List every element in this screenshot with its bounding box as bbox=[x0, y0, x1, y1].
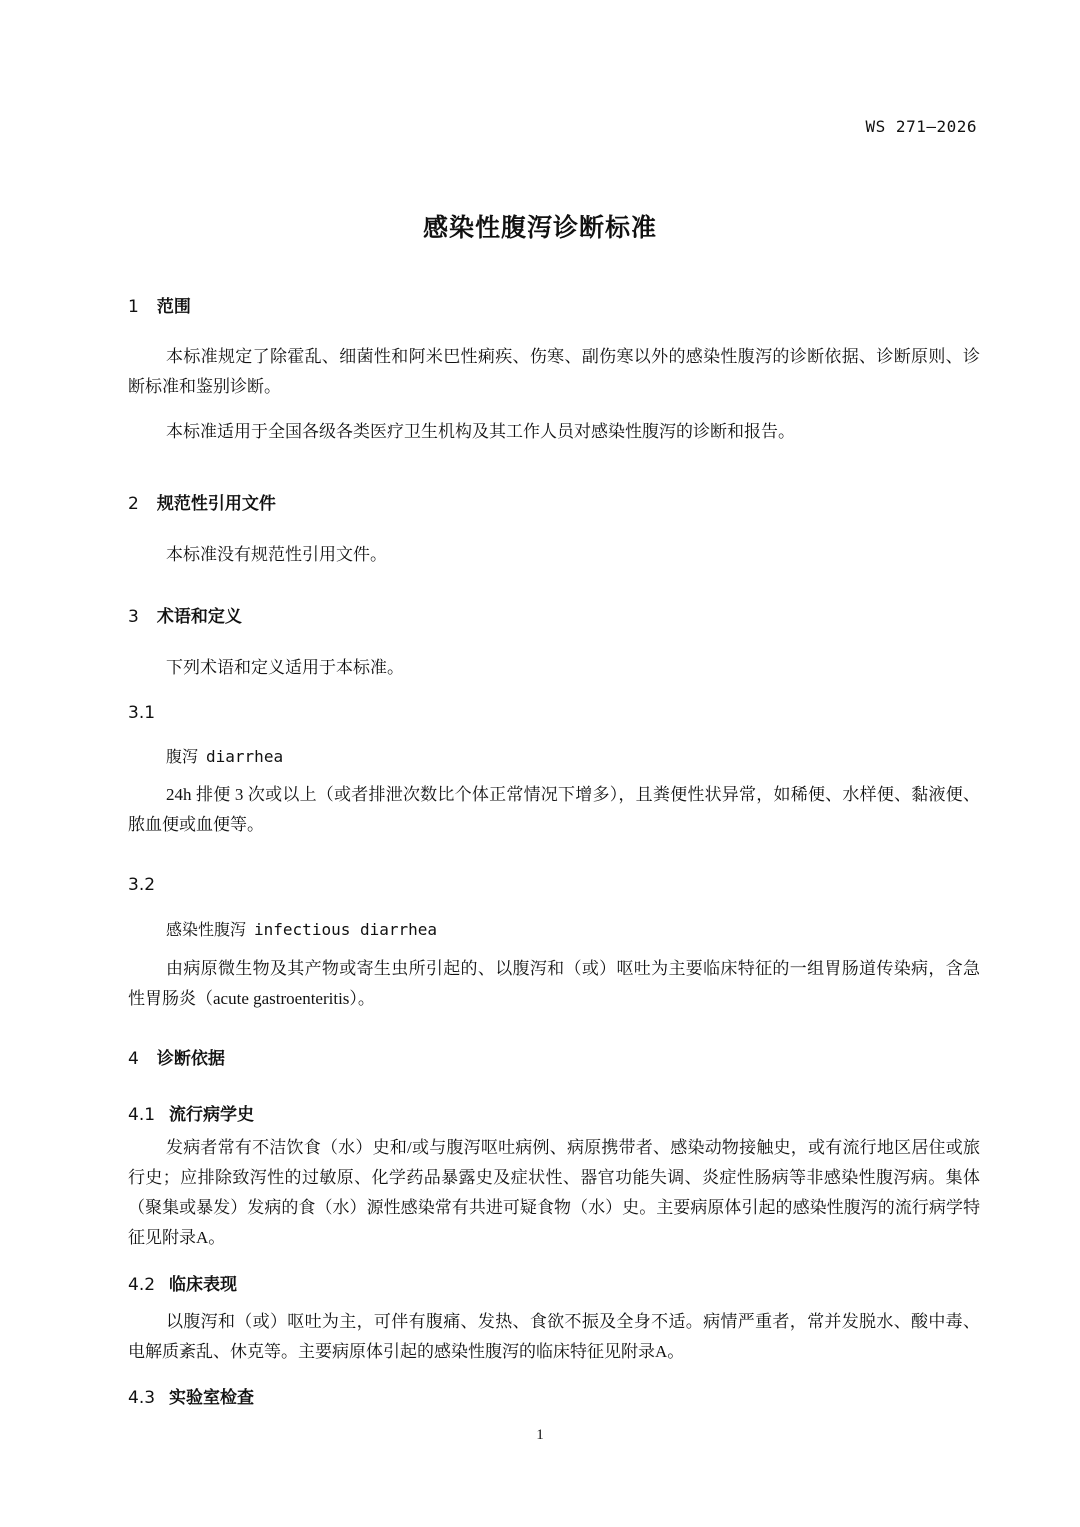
standard-number: WS 271—2026 bbox=[865, 117, 977, 136]
section-heading-terms-definitions bbox=[128, 602, 242, 627]
section-number: 4 bbox=[128, 1049, 139, 1069]
subsection-title: 临床表现 bbox=[169, 1275, 238, 1295]
section-title: 术语和定义 bbox=[156, 607, 242, 627]
subsection-number: 4.1 bbox=[128, 1105, 156, 1125]
subsection-heading-epidemiology bbox=[128, 1100, 254, 1125]
epidemiology-paragraph: 发病者常有不洁饮食（水）史和/或与腹泻呕吐病例、病原携带者、感染动物接触史，或有流行地区居住或旅行史；应排除致泻性的过敏原、化学药品暴露史及症状性、器官功能失调、炎症性肠病等非感染性腹泻病。集体（聚集或暴发）发病的食（水）源性感染常有共进可疑食物（水）史。主要病原体引起的感染性腹泻的流行病学特征见附录A。 bbox=[128, 1138, 980, 1247]
subsection-heading-laboratory-tests bbox=[128, 1383, 254, 1408]
normative-references-paragraph: 本标准没有规范性引用文件。 bbox=[166, 545, 387, 564]
term-diarrhea-definition: 24h 排便 3 次或以上（或者排泄次数比个体正常情况下增多），且粪便性状异常，如稀便、水样便、黏液便、脓血便或血便等。 bbox=[128, 785, 980, 834]
page-number: 1 bbox=[536, 1427, 544, 1443]
term-en: diarrhea bbox=[206, 747, 284, 766]
section-number: 2 bbox=[128, 494, 139, 514]
document-title: 感染性腹泻诊断标准 bbox=[422, 213, 657, 242]
section-heading-normative-references bbox=[128, 489, 276, 514]
term-infectious-diarrhea bbox=[166, 917, 437, 940]
term-number-3-2: 3.2 bbox=[128, 875, 156, 895]
subsection-number: 4.2 bbox=[128, 1275, 156, 1295]
term-zh: 腹泻 bbox=[166, 747, 199, 766]
term-infectious-diarrhea-definition: 由病原微生物及其产物或寄生虫所引起的、以腹泻和（或）呕吐为主要临床特征的一组胃肠道传染病，含急性胃肠炎（acute gastroenteritis）。 bbox=[128, 959, 980, 1008]
term-zh: 感染性腹泻 bbox=[166, 920, 247, 939]
section-heading-diagnostic-basis bbox=[128, 1044, 225, 1069]
term-en: infectious diarrhea bbox=[254, 920, 438, 939]
section-heading-scope bbox=[128, 292, 191, 317]
subsection-heading-clinical-manifestations bbox=[128, 1270, 237, 1295]
scope-paragraph-2: 本标准适用于全国各级各类医疗卫生机构及其工作人员对感染性腹泻的诊断和报告。 bbox=[166, 422, 795, 441]
subsection-number: 4.3 bbox=[128, 1388, 156, 1408]
section-title: 诊断依据 bbox=[156, 1049, 225, 1069]
terms-intro-paragraph: 下列术语和定义适用于本标准。 bbox=[166, 658, 404, 677]
subsection-title: 实验室检查 bbox=[169, 1388, 255, 1408]
section-number: 1 bbox=[128, 297, 139, 317]
section-title: 范围 bbox=[156, 297, 191, 317]
scope-paragraph-1: 本标准规定了除霍乱、细菌性和阿米巴性痢疾、伤寒、副伤寒以外的感染性腹泻的诊断依据、诊断原则、诊断标准和鉴别诊断。 bbox=[128, 347, 980, 396]
section-title: 规范性引用文件 bbox=[156, 494, 276, 514]
subsection-title: 流行病学史 bbox=[169, 1105, 255, 1125]
term-diarrhea bbox=[166, 744, 283, 767]
section-number: 3 bbox=[128, 607, 139, 627]
clinical-manifestations-paragraph: 以腹泻和（或）呕吐为主，可伴有腹痛、发热、食欲不振及全身不适。病情严重者，常并发脱水、酸中毒、电解质紊乱、休克等。主要病原体引起的感染性腹泻的临床特征见附录A。 bbox=[128, 1312, 980, 1361]
term-number-3-1: 3.1 bbox=[128, 703, 156, 723]
